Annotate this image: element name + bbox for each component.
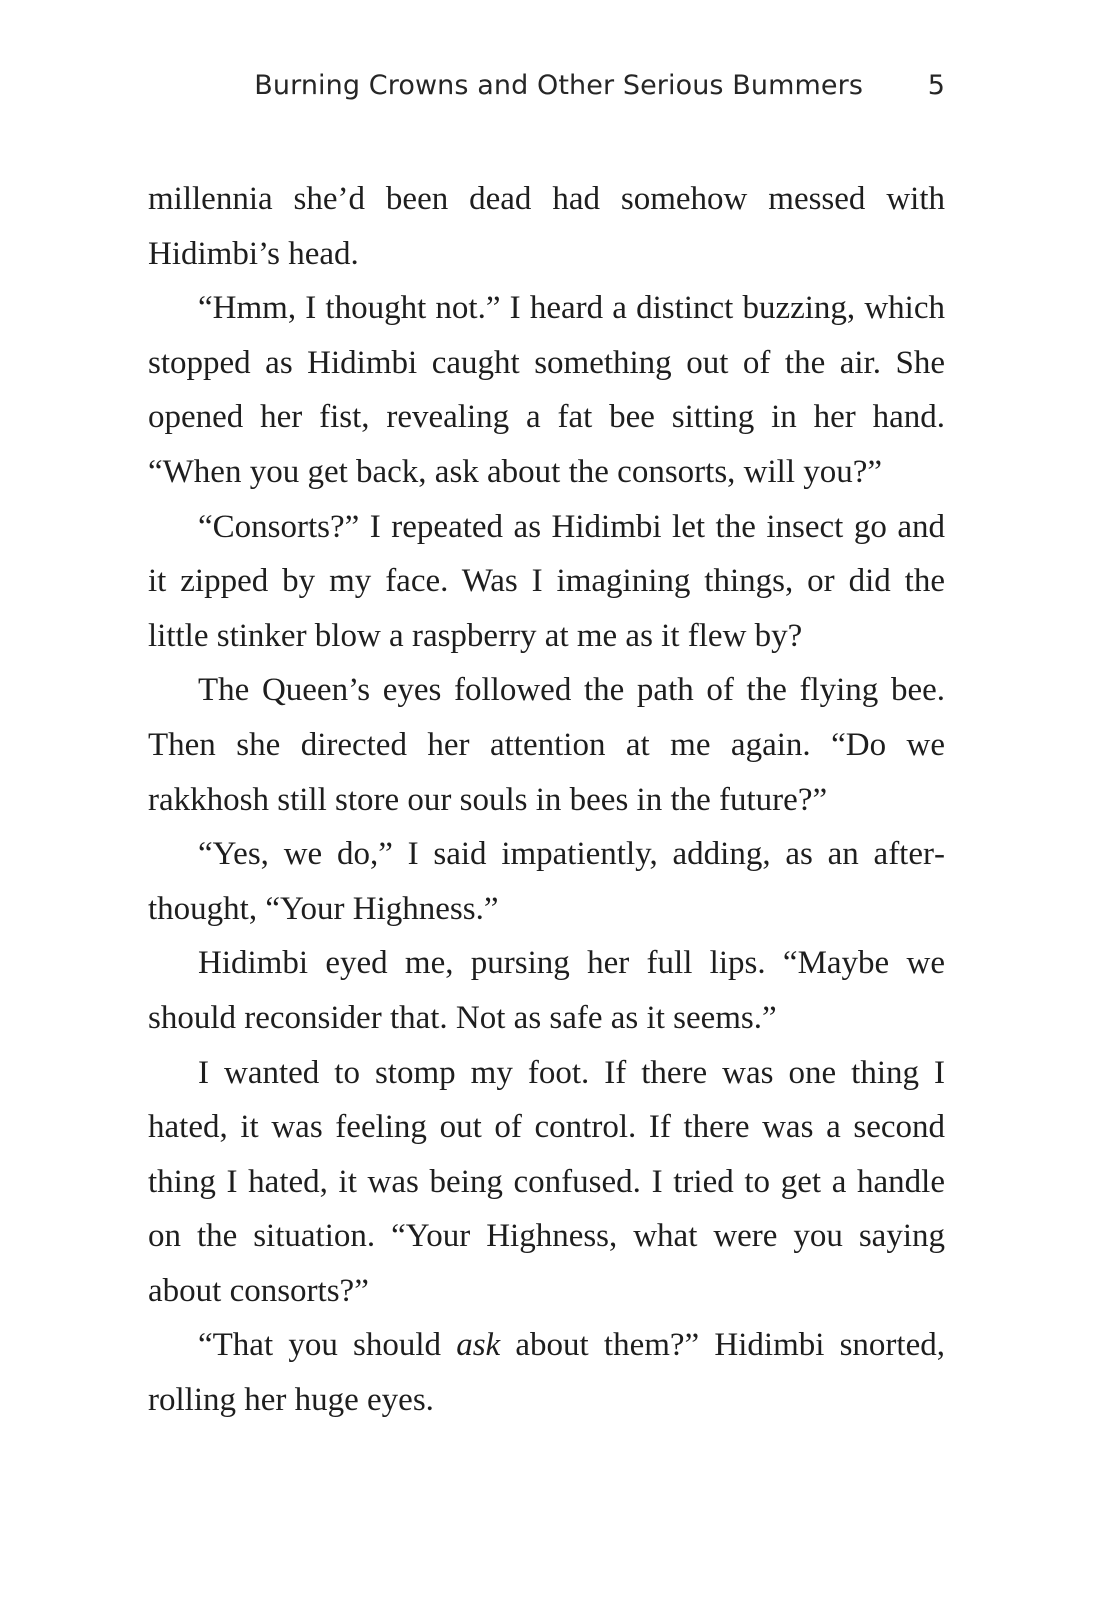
- italic-emphasis: ask: [456, 1327, 501, 1364]
- running-title: Burning Crowns and Other Serious Bummers: [254, 70, 863, 101]
- paragraph: [148, 1318, 945, 1427]
- paragraph-text: about them?” Hidimbi snorted, rolling her huge eyes.: [148, 1327, 945, 1419]
- paragraph-text: The Queen’s eyes followed the path of the flying bee. Then she directed her attention at me again. “Do we rakkhosh still store our souls in bees in the future?”: [148, 672, 945, 818]
- paragraph: [148, 172, 945, 281]
- paragraph-text: Hidimbi eyed me, pursing her full lips. “Maybe we should reconsider that. Not as safe as it seems.”: [148, 945, 945, 1036]
- paragraph: [148, 500, 945, 664]
- paragraph-text: millennia she’d been dead had somehow messed with Hidimbi’s head.: [148, 181, 945, 272]
- paragraph-text: “Yes, we do,” I said impatiently, adding, as an afterthought, “Your Highness.”: [148, 836, 945, 927]
- paragraph-text: “Consorts?” I repeated as Hidimbi let the insect go and it zipped by my face. Was I imagining things, or did the little stinker blow a raspberry at me as it flew by?: [148, 508, 945, 654]
- paragraph: [148, 827, 945, 936]
- paragraph-text: “That you should: [198, 1327, 457, 1364]
- paragraph: [148, 281, 945, 499]
- paragraph: [148, 1046, 945, 1319]
- paragraph: [148, 936, 945, 1045]
- page-number: 5: [927, 70, 945, 101]
- paragraph-text: I wanted to stomp my foot. If there was one thing I hated, it was feeling out of control. If there was a second thing I hated, it was being confused. I tried to get a handle on the situation. “Your Highness, what were you saying about consorts?”: [148, 1054, 945, 1309]
- running-head: [148, 70, 945, 110]
- body-text: [148, 172, 945, 1428]
- paragraph: [148, 663, 945, 827]
- paragraph-text: “Hmm, I thought not.” I heard a distinct buzzing, which stopped as Hidimbi caught something out of the air. She opened her fist, revealing a fat bee sitting in her hand. “When you get back, ask about the consorts, will you?”: [148, 290, 945, 490]
